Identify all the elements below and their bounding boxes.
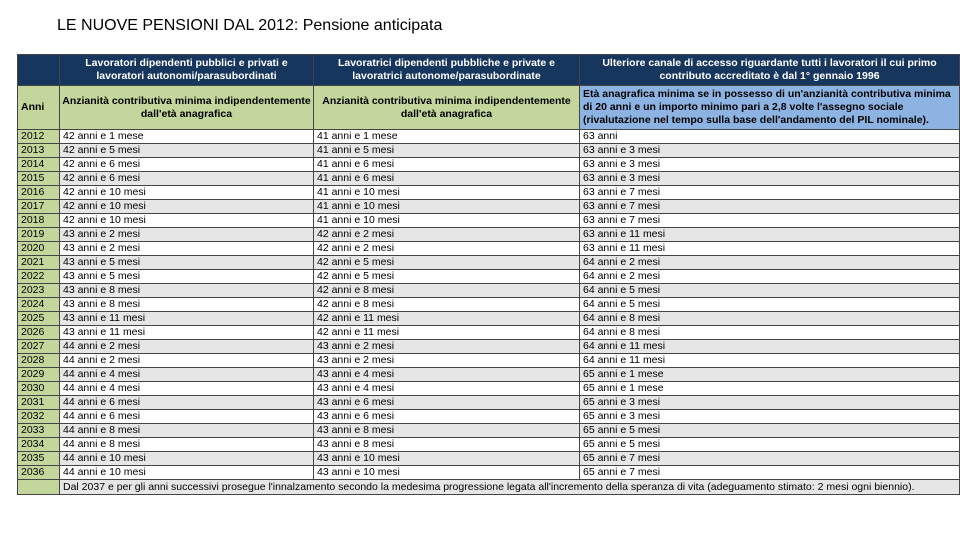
- table-row: [18, 158, 960, 172]
- cell-lavoratrici: 43 anni e 2 mesi: [314, 340, 580, 354]
- year-cell: 2023: [18, 284, 60, 298]
- cell-lavoratori: 44 anni e 4 mesi: [60, 368, 314, 382]
- header-col-lavoratori: Lavoratori dipendenti pubblici e privati e lavoratori autonomi/parasubordinati: [60, 55, 314, 86]
- cell-lavoratori: 42 anni e 10 mesi: [60, 200, 314, 214]
- year-cell: 2036: [18, 466, 60, 480]
- cell-lavoratori: 44 anni e 2 mesi: [60, 354, 314, 368]
- cell-lavoratori: 44 anni e 6 mesi: [60, 396, 314, 410]
- cell-lavoratori: 43 anni e 11 mesi: [60, 312, 314, 326]
- table-row: [18, 242, 960, 256]
- year-cell: 2015: [18, 172, 60, 186]
- year-cell: 2012: [18, 130, 60, 144]
- cell-lavoratori: 44 anni e 10 mesi: [60, 466, 314, 480]
- pension-table-container: [17, 54, 959, 495]
- year-cell: 2035: [18, 452, 60, 466]
- header-col-lavoratrici: Lavoratrici dipendenti pubbliche e private e lavoratrici autonome/parasubordinate: [314, 55, 580, 86]
- cell-lavoratrici: 41 anni e 10 mesi: [314, 186, 580, 200]
- cell-lavoratori: 42 anni e 10 mesi: [60, 214, 314, 228]
- year-cell: 2026: [18, 326, 60, 340]
- table-row: [18, 326, 960, 340]
- subheader-col-lavoratori: Anzianità contributiva minima indipendentemente dall'età anagrafica: [60, 86, 314, 130]
- cell-ulteriore-canale: 65 anni e 7 mesi: [580, 452, 960, 466]
- cell-lavoratrici: 42 anni e 2 mesi: [314, 228, 580, 242]
- table-row: [18, 410, 960, 424]
- cell-ulteriore-canale: 63 anni e 7 mesi: [580, 214, 960, 228]
- year-cell: 2034: [18, 438, 60, 452]
- table-row: [18, 186, 960, 200]
- footnote: Dal 2037 e per gli anni successivi prosegue l'innalzamento secondo la medesima progressione legata all'incremento della speranza di vita (adeguamento stimato: 2 mesi ogni biennio).: [60, 480, 960, 495]
- year-cell: 2017: [18, 200, 60, 214]
- table-row: [18, 340, 960, 354]
- cell-ulteriore-canale: 65 anni e 7 mesi: [580, 466, 960, 480]
- cell-ulteriore-canale: 64 anni e 8 mesi: [580, 326, 960, 340]
- cell-lavoratrici: 43 anni e 10 mesi: [314, 466, 580, 480]
- cell-lavoratori: 42 anni e 10 mesi: [60, 186, 314, 200]
- cell-lavoratori: 42 anni e 6 mesi: [60, 158, 314, 172]
- cell-ulteriore-canale: 64 anni e 8 mesi: [580, 312, 960, 326]
- table-row: [18, 228, 960, 242]
- cell-ulteriore-canale: 63 anni e 11 mesi: [580, 242, 960, 256]
- cell-lavoratrici: 43 anni e 10 mesi: [314, 452, 580, 466]
- page-title: LE NUOVE PENSIONI DAL 2012: Pensione anticipata: [57, 17, 443, 34]
- cell-lavoratrici: 41 anni e 10 mesi: [314, 200, 580, 214]
- year-cell: 2018: [18, 214, 60, 228]
- year-cell: 2029: [18, 368, 60, 382]
- header-row: [18, 55, 960, 86]
- table-row: [18, 452, 960, 466]
- table-row: [18, 438, 960, 452]
- year-cell: 2033: [18, 424, 60, 438]
- cell-ulteriore-canale: 64 anni e 5 mesi: [580, 284, 960, 298]
- table-row: [18, 354, 960, 368]
- year-cell: 2024: [18, 298, 60, 312]
- table-row: [18, 214, 960, 228]
- cell-lavoratrici: 43 anni e 8 mesi: [314, 424, 580, 438]
- cell-ulteriore-canale: 65 anni e 1 mese: [580, 382, 960, 396]
- cell-ulteriore-canale: 64 anni e 11 mesi: [580, 340, 960, 354]
- cell-ulteriore-canale: 63 anni e 3 mesi: [580, 172, 960, 186]
- cell-lavoratori: 43 anni e 8 mesi: [60, 284, 314, 298]
- year-cell: 2025: [18, 312, 60, 326]
- cell-lavoratrici: 43 anni e 2 mesi: [314, 354, 580, 368]
- year-cell: 2016: [18, 186, 60, 200]
- cell-lavoratrici: 43 anni e 4 mesi: [314, 382, 580, 396]
- year-cell: 2032: [18, 410, 60, 424]
- cell-lavoratrici: 42 anni e 2 mesi: [314, 242, 580, 256]
- cell-lavoratori: 43 anni e 5 mesi: [60, 256, 314, 270]
- cell-lavoratori: 44 anni e 2 mesi: [60, 340, 314, 354]
- cell-lavoratori: 43 anni e 2 mesi: [60, 242, 314, 256]
- year-cell: 2013: [18, 144, 60, 158]
- cell-lavoratrici: 41 anni e 5 mesi: [314, 144, 580, 158]
- cell-ulteriore-canale: 63 anni e 3 mesi: [580, 158, 960, 172]
- cell-ulteriore-canale: 65 anni e 5 mesi: [580, 424, 960, 438]
- year-cell: 2019: [18, 228, 60, 242]
- cell-ulteriore-canale: 63 anni e 3 mesi: [580, 144, 960, 158]
- cell-lavoratori: 44 anni e 8 mesi: [60, 424, 314, 438]
- cell-lavoratrici: 43 anni e 6 mesi: [314, 410, 580, 424]
- cell-ulteriore-canale: 63 anni e 11 mesi: [580, 228, 960, 242]
- cell-lavoratrici: 42 anni e 8 mesi: [314, 298, 580, 312]
- cell-lavoratrici: 42 anni e 11 mesi: [314, 312, 580, 326]
- table-row: [18, 466, 960, 480]
- cell-lavoratrici: 41 anni e 1 mese: [314, 130, 580, 144]
- table-body: [18, 130, 960, 480]
- cell-lavoratrici: 43 anni e 6 mesi: [314, 396, 580, 410]
- year-cell: 2022: [18, 270, 60, 284]
- table-row: [18, 368, 960, 382]
- table-row: [18, 312, 960, 326]
- year-cell: 2020: [18, 242, 60, 256]
- table-row: [18, 172, 960, 186]
- footnote-row: [18, 480, 960, 495]
- header-corner: [18, 55, 60, 86]
- cell-lavoratrici: 42 anni e 5 mesi: [314, 270, 580, 284]
- cell-lavoratrici: 41 anni e 10 mesi: [314, 214, 580, 228]
- cell-lavoratori: 44 anni e 8 mesi: [60, 438, 314, 452]
- year-cell: 2030: [18, 382, 60, 396]
- year-cell: 2027: [18, 340, 60, 354]
- year-cell: 2014: [18, 158, 60, 172]
- cell-lavoratori: 42 anni e 1 mese: [60, 130, 314, 144]
- cell-lavoratori: 44 anni e 10 mesi: [60, 452, 314, 466]
- cell-lavoratrici: 43 anni e 8 mesi: [314, 438, 580, 452]
- cell-ulteriore-canale: 64 anni e 2 mesi: [580, 270, 960, 284]
- table-row: [18, 144, 960, 158]
- cell-ulteriore-canale: 65 anni e 5 mesi: [580, 438, 960, 452]
- cell-ulteriore-canale: 64 anni e 5 mesi: [580, 298, 960, 312]
- cell-lavoratori: 42 anni e 5 mesi: [60, 144, 314, 158]
- cell-lavoratrici: 42 anni e 11 mesi: [314, 326, 580, 340]
- cell-ulteriore-canale: 65 anni e 1 mese: [580, 368, 960, 382]
- year-cell: 2021: [18, 256, 60, 270]
- header-col-ulteriore-canale: Ulteriore canale di accesso riguardante tutti i lavoratori il cui primo contributo accreditato è dal 1° gennaio 1996: [580, 55, 960, 86]
- cell-lavoratori: 43 anni e 5 mesi: [60, 270, 314, 284]
- cell-lavoratori: 43 anni e 11 mesi: [60, 326, 314, 340]
- cell-lavoratrici: 41 anni e 6 mesi: [314, 172, 580, 186]
- cell-lavoratori: 43 anni e 8 mesi: [60, 298, 314, 312]
- subheader-col-ulteriore-canale: Età anagrafica minima se in possesso di un'anzianità contributiva minima di 20 anni e un importo minimo pari a 2,8 volte l'assegno sociale (rivalutazione nel tempo sulla base dell'andamento del PIL nominale).: [580, 86, 960, 130]
- table-row: [18, 284, 960, 298]
- year-cell: 2028: [18, 354, 60, 368]
- header-anni: Anni: [18, 86, 60, 130]
- cell-ulteriore-canale: 63 anni e 7 mesi: [580, 200, 960, 214]
- cell-ulteriore-canale: 65 anni e 3 mesi: [580, 410, 960, 424]
- cell-ulteriore-canale: 65 anni e 3 mesi: [580, 396, 960, 410]
- cell-lavoratori: 44 anni e 4 mesi: [60, 382, 314, 396]
- cell-ulteriore-canale: 64 anni e 2 mesi: [580, 256, 960, 270]
- cell-lavoratrici: 41 anni e 6 mesi: [314, 158, 580, 172]
- cell-ulteriore-canale: 63 anni: [580, 130, 960, 144]
- table-row: [18, 382, 960, 396]
- table-row: [18, 200, 960, 214]
- cell-ulteriore-canale: 64 anni e 11 mesi: [580, 354, 960, 368]
- cell-lavoratori: 42 anni e 6 mesi: [60, 172, 314, 186]
- cell-lavoratrici: 42 anni e 5 mesi: [314, 256, 580, 270]
- cell-lavoratrici: 43 anni e 4 mesi: [314, 368, 580, 382]
- subheader-col-lavoratrici: Anzianità contributiva minima indipendentemente dall'età anagrafica: [314, 86, 580, 130]
- cell-lavoratrici: 42 anni e 8 mesi: [314, 284, 580, 298]
- table-row: [18, 298, 960, 312]
- cell-lavoratori: 44 anni e 6 mesi: [60, 410, 314, 424]
- cell-lavoratori: 43 anni e 2 mesi: [60, 228, 314, 242]
- cell-ulteriore-canale: 63 anni e 7 mesi: [580, 186, 960, 200]
- table-row: [18, 256, 960, 270]
- subheader-row: [18, 86, 960, 130]
- pension-table: [17, 54, 960, 495]
- table-row: [18, 270, 960, 284]
- year-cell: 2031: [18, 396, 60, 410]
- footnote-spacer: [18, 480, 60, 495]
- table-row: [18, 130, 960, 144]
- table-row: [18, 396, 960, 410]
- table-row: [18, 424, 960, 438]
